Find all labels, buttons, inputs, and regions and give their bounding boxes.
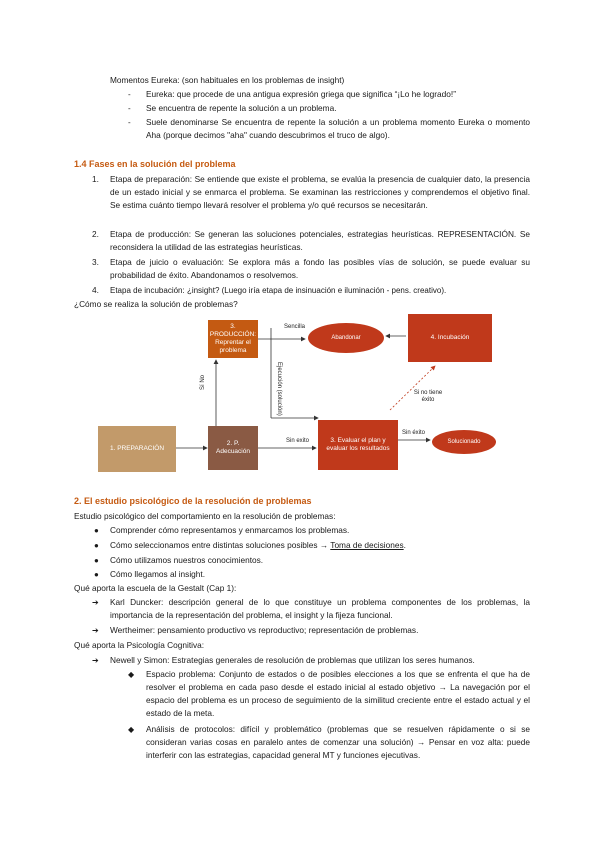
section-lead: Estudio psicológico del comportamiento en la resolución de problemas: <box>74 511 336 521</box>
box-incubacion: 4. Incubación <box>408 314 492 362</box>
phase-text: Etapa de producción: Se generan las soluciones potenciales, estrategias heurísticas. REPRESENTACIÓN. Se reconsidera la utilidad de las estrategias heurísticas. <box>110 229 530 252</box>
bullet-end: . <box>403 540 406 550</box>
flow-diagram <box>90 310 520 485</box>
diamond-marker: ◆ <box>128 670 135 679</box>
gestalt-item: Karl Duncker: descripción general de lo que constituye un problema componentes de los problemas, la importancia de la representación del problema, el insight y la fijeza funcional. <box>110 597 530 620</box>
intro-title: Momentos Eureka: (son habituales en los problemas de insight) <box>110 75 345 85</box>
intro-item: Suele denominarse Se encuentra de repente la solución a un problema momento Eureka o momento Aha (porque decimos "aha" cuando descubrimos el truco de algo). <box>146 117 530 140</box>
label-si-no: Sí No <box>200 374 206 390</box>
bullet-text: Cómo seleccionamos entre distintas soluciones posibles → <box>110 540 331 550</box>
phase-number: 3. <box>92 257 99 267</box>
bullet-item: Cómo utilizamos nuestros conocimientos. <box>110 555 264 565</box>
diamond-marker: ◆ <box>128 725 135 734</box>
bullet-item: Cómo llegamos al insight. <box>110 569 205 579</box>
phase-number: 1. <box>92 174 99 184</box>
label-sin-exito-bottom: Sin éxito <box>402 430 426 436</box>
bullet-dot: ● <box>94 556 99 565</box>
phase-number: 4. <box>92 285 99 295</box>
intro-item: Se encuentra de repente la solución a un problema. <box>146 103 337 113</box>
label-sencilla: Sencilla <box>284 324 306 330</box>
gestalt-question: Qué aporta la escuela de la Gestalt (Cap 1): <box>74 583 237 593</box>
bullet-dot: ● <box>94 541 99 550</box>
dash-marker: - <box>128 104 131 113</box>
box-preparacion: 1. PREPARACIÓN <box>98 426 176 472</box>
cognitiva-question: Qué aporta la Psicología Cognitiva: <box>74 640 205 650</box>
ellipse-abandonar: Abandonar <box>308 323 384 353</box>
sub-item: Análisis de protocolos: difícil y problemático (problemas que se resuelven rápidamente o si se consideran varias cosas en paralelo antes de comenzar una solución) → Pensar en voz alta: puede interferir con las estrategias, capacidad general MT y funciones ejecutivas. <box>146 724 530 760</box>
bullet-dot: ● <box>94 526 99 535</box>
question: ¿Cómo se realiza la solución de problemas? <box>74 299 238 309</box>
dash-marker: - <box>128 118 131 127</box>
label-sin-exito-mid: Si no tiene éxito <box>413 390 443 403</box>
box-produccion: 3. PRODUCCIÓN: Reprentar el problema <box>208 320 258 358</box>
arrow-marker: ➔ <box>92 598 99 607</box>
box-adecuacion: 2. P. Adecuación <box>208 426 258 470</box>
newell-item: Newell y Simon: Estrategias generales de resolución de problemas que utilizan los seres humanos. <box>110 655 475 665</box>
arrow-marker: ➔ <box>92 626 99 635</box>
ellipse-solucionado: Solucionado <box>432 430 496 454</box>
intro-item: Eureka: que procede de una antigua expresión griega que significa “¡Lo he logrado!” <box>146 89 456 99</box>
decisiones-link[interactable]: Toma de decisiones <box>330 540 404 550</box>
label-ejecucion: Ejecución (solución) <box>276 362 282 416</box>
dash-marker: - <box>128 90 131 99</box>
bullet-item: Comprender cómo representamos y enmarcamos los problemas. <box>110 525 350 535</box>
bullet-item <box>110 539 406 552</box>
phase-text: Etapa de incubación: ¿insight? (Luego iría etapa de insinuación e iluminación - pens. creativo). <box>110 286 447 295</box>
phase-text: Etapa de juicio o evaluación: Se explora más a fondo las posibles vías de solución, se puede evaluar su probabilidad de éxito. Abandonamos o resolvemos. <box>110 257 530 280</box>
bullet-dot: ● <box>94 570 99 579</box>
arrow-marker: ➔ <box>92 656 99 665</box>
sub-item: Espacio problema: Conjunto de estados o de posibles elecciones a los que se enfrenta el que ha de resolver el problema en cada paso desde el estado inicial al estado objetivo → La navegación por el espacio del problema es un proceso de seguimiento de la similitud creciente entre el estado actual y el estado de la meta. <box>146 669 530 718</box>
phase-number: 2. <box>92 229 99 239</box>
gestalt-item: Wertheimer: pensamiento productivo vs reproductivo; representación de problemas. <box>110 625 419 635</box>
section-heading: 1.4 Fases en la solución del problema <box>74 159 236 169</box>
section-heading: 2. El estudio psicológico de la resolución de problemas <box>74 496 312 506</box>
box-evaluacion: 3. Evaluar el plan y evaluar los resultados <box>318 420 398 470</box>
label-sin-exito-right: Sin exito <box>286 438 310 444</box>
phase-text: Etapa de preparación: Se entiende que existe el problema, se evalúa la presencia de cualquier dato, la presencia de un estado inicial y se enmarca el problema. Se examinan las restricciones y comprendemos el objetivo final. Se estima cuánto tiempo llevará resolver el problema y/o qué recursos se necesitarán. <box>110 174 530 210</box>
